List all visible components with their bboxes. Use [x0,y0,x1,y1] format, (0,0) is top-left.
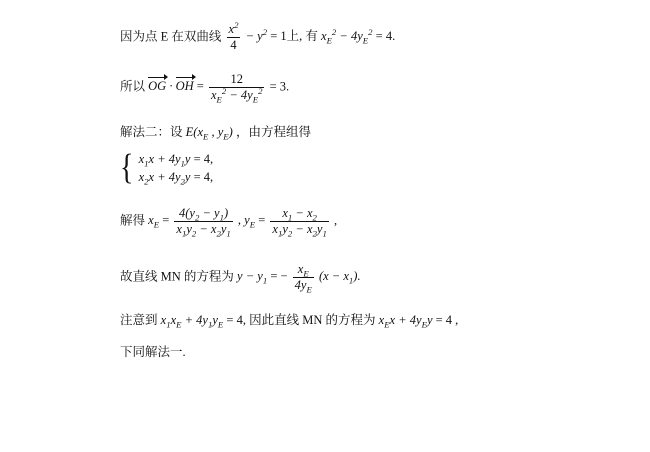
line7-middle: 因此直线 MN 的方程为 [249,313,376,327]
line-dot-product [120,72,289,103]
frac-den-expr: $x_E^2 - 4y_E^2$ [210,85,263,105]
fraction-x2-over-4 [227,19,241,53]
fraction-ye: $\frac{x_1 - x_2}{x_1y_2 - x_2y_1}$ [272,206,327,239]
fraction-xe: $\frac{4(y_2 - y_1)}{x_1y_2 - x_2y_1}$ [176,206,231,239]
equation-system [120,147,214,188]
line5-prefix: 解得 [120,213,146,228]
frac-num: $x^2$ [228,19,239,36]
line1-prefix: 因为点 E 在双曲线 [120,29,222,44]
vector-expression: OG · OH = [148,79,204,94]
line-mn-equation: 故直线 MN 的方程为 $y - y_1$ = − $\frac{x_E}{4y_E}$ $(x - x_1)$. [120,262,361,295]
line-hyperbola [120,19,396,53]
line-note: 注意到 $x_1x_E + 4y_1y_E = 4$, 因此直线 MN 的方程为 $x_Ex + 4y_Ey = 4$ , [120,313,459,330]
fraction-mn: $\frac{x_E}{4y_E}$ [294,262,312,295]
line3-text: 解法二：设 [120,125,183,139]
point-e-coords: $E(x_E$ , $y_E$) [185,125,233,142]
line1-middle: − $y^2 = 1$上, 有 $x_E^2 - 4y_E^2 = 4$. [245,27,396,46]
line8-text: 下同解法一. [120,345,186,359]
line-solution: 解得 $x_E$ = $\frac{4(y_2 - y_1)}{x_1y_2 - x_2y_1}$ , $y_E$ = $\frac{x_1 - x_2}{x_1y_2 - x_2y_1}$ , [120,206,338,239]
line3-tail: ，由方程组得 [235,125,311,139]
frac-den: 4 [230,38,237,52]
brace-icon: { [120,147,134,188]
system-rows: $x_1x + 4y_1y = 4$, $x_2x + 4y_2y = 4$, [138,152,214,187]
line-conclusion [120,342,186,360]
line6-prefix: 故直线 MN 的方程为 [120,269,234,284]
fraction-12 [209,72,265,103]
line2-result: = 3. [269,79,290,94]
line7-prefix: 注意到 [120,313,158,327]
line2-prefix: 所以 [120,79,146,94]
frac-num-12: 12 [209,72,265,88]
line-method-two [120,122,311,140]
